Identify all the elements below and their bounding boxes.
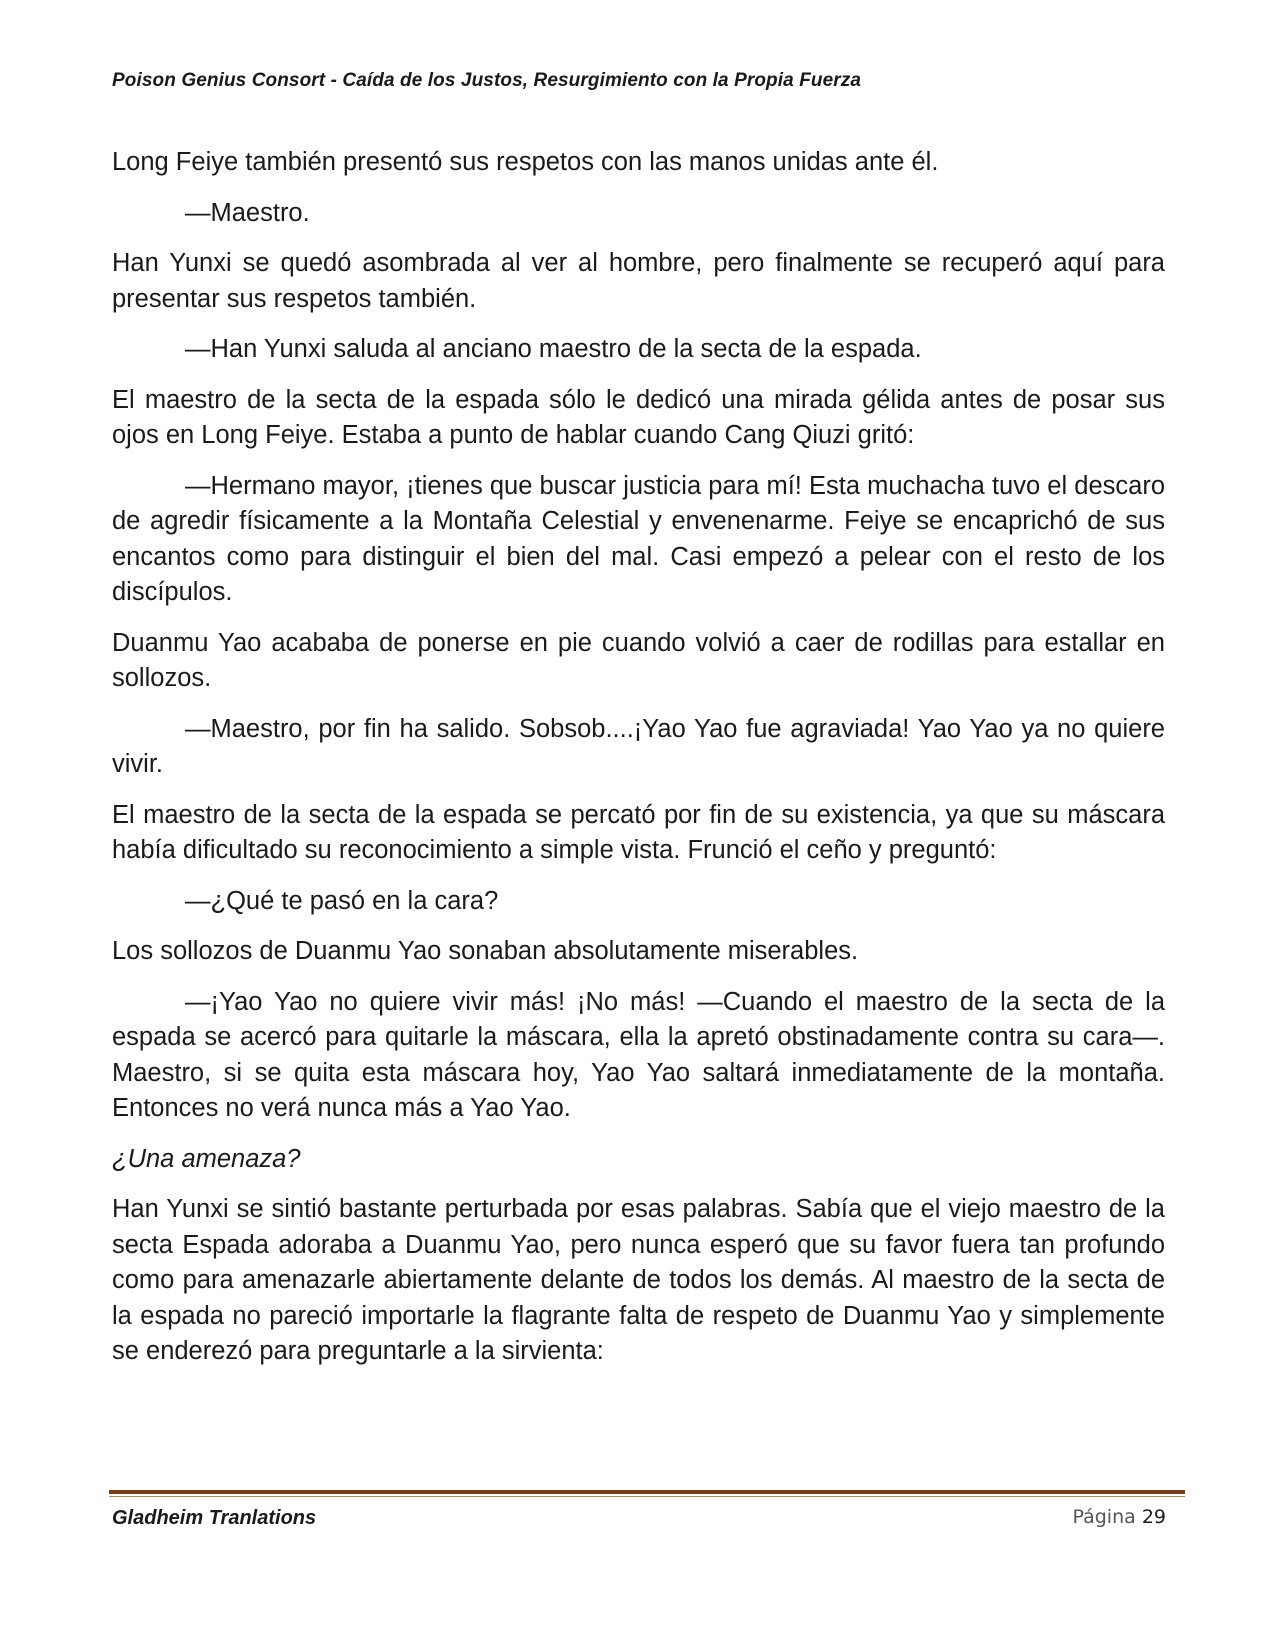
paragraph: Han Yunxi se quedó asombrada al ver al hombre, pero finalmente se recuperó aquí para presentar sus respetos también. bbox=[112, 249, 1165, 313]
paragraph: Long Feiye también presentó sus respetos con las manos unidas ante él. bbox=[112, 148, 939, 176]
dialogue-paragraph: —¿Qué te pasó en la cara? bbox=[185, 886, 499, 915]
paragraph: Han Yunxi se sintió bastante perturbada por esas palabras. Sabía que el viejo maestro de la secta Espada adoraba a Duanmu Yao, pero nunca esperó que su favor fuera tan profundo como para amenazarle abiertamente delante de todos los demás. Al maestro de la secta de la espada no pareció importarle la flagrante falta de respeto de Duanmu Yao y simplemente se enderezó para preguntarle a la sirvienta: bbox=[112, 1195, 1165, 1365]
dialogue-paragraph: —Maestro. bbox=[185, 198, 310, 227]
page-number-block bbox=[1072, 1506, 1166, 1528]
paragraph: Duanmu Yao acababa de ponerse en pie cuando volvió a caer de rodillas para estallar en sollozos. bbox=[112, 628, 1165, 692]
footer-divider bbox=[109, 1490, 1185, 1494]
footer-divider-thin bbox=[109, 1496, 1185, 1497]
footer-credit: Gladheim Tranlations bbox=[112, 1507, 317, 1529]
dialogue-paragraph: —Hermano mayor, ¡tienes que buscar justicia para mí! Esta muchacha tuvo el descaro de agredir físicamente a la Montaña Celestial y envenenarme. Feiye se encaprichó de sus encantos como para distinguir el bien del mal. Casi empezó a pelear con el resto de los discípulos. bbox=[112, 471, 1165, 606]
paragraph: El maestro de la secta de la espada sólo le dedicó una mirada gélida antes de posar sus ojos en Long Feiye. Estaba a punto de hablar cuando Cang Qiuzi gritó: bbox=[112, 385, 1165, 449]
paragraph: Los sollozos de Duanmu Yao sonaban absolutamente miserables. bbox=[112, 937, 859, 965]
page-label: Página bbox=[1072, 1506, 1136, 1528]
page-header: Poison Genius Consort - Caída de los Justos, Resurgimiento con la Propia Fuerza bbox=[112, 70, 862, 91]
paragraph: El maestro de la secta de la espada se percató por fin de su existencia, ya que su máscara había dificultado su reconocimiento a simple vista. Frunció el ceño y preguntó: bbox=[112, 800, 1165, 864]
thought-paragraph: ¿Una amenaza? bbox=[112, 1144, 301, 1173]
dialogue-paragraph: —Maestro, por fin ha salido. Sobsob....¡Yao Yao fue agraviada! Yao Yao ya no quiere vivir. bbox=[112, 714, 1165, 778]
dialogue-paragraph: —Han Yunxi saluda al anciano maestro de la secta de la espada. bbox=[185, 335, 922, 363]
dialogue-paragraph: —¡Yao Yao no quiere vivir más! ¡No más! —Cuando el maestro de la secta de la espada se acercó para quitarle la máscara, ella la apretó obstinadamente contra su cara—. Maestro, si se quita esta máscara hoy, Yao Yao saltará inmediatamente de la montaña. Entonces no verá nunca más a Yao Yao. bbox=[112, 987, 1165, 1122]
page-number: 29 bbox=[1141, 1506, 1166, 1528]
document-body bbox=[112, 145, 1165, 1385]
